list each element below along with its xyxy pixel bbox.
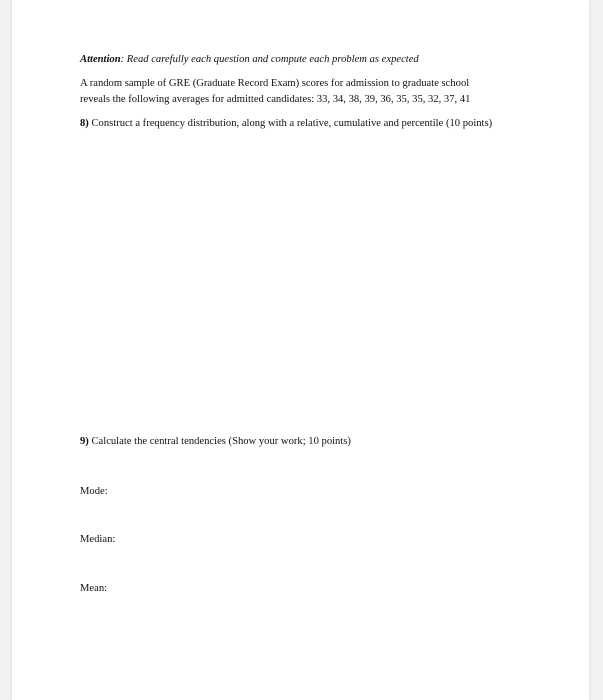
question-9-text: Calculate the central tendencies (Show your work; 10 points): [88, 436, 351, 447]
question-9-number: 9): [80, 436, 89, 447]
attention-label: Attention: [80, 54, 121, 65]
question-8: [80, 117, 492, 130]
intro-line-1: A random sample of GRE (Graduate Record Exam) scores for admission to graduate school: [80, 78, 470, 89]
question-9: [80, 435, 351, 448]
question-8-number: 8): [80, 118, 89, 129]
mode-label: Mode:: [80, 486, 108, 497]
mean-label: Mean:: [80, 583, 108, 594]
attention-text: : Read carefully each question and compute each problem as expected: [120, 54, 419, 65]
attention-note: [80, 53, 419, 66]
intro-line-2: reveals the following averages for admitted candidates: 33, 34, 38, 39, 36, 35, 35, 32, 37, 41: [80, 94, 471, 105]
document-page: [12, 0, 589, 700]
question-8-text: Construct a frequency distribution, along with a relative, cumulative and percentile (10 points): [88, 118, 493, 129]
median-label: Median:: [80, 534, 116, 545]
